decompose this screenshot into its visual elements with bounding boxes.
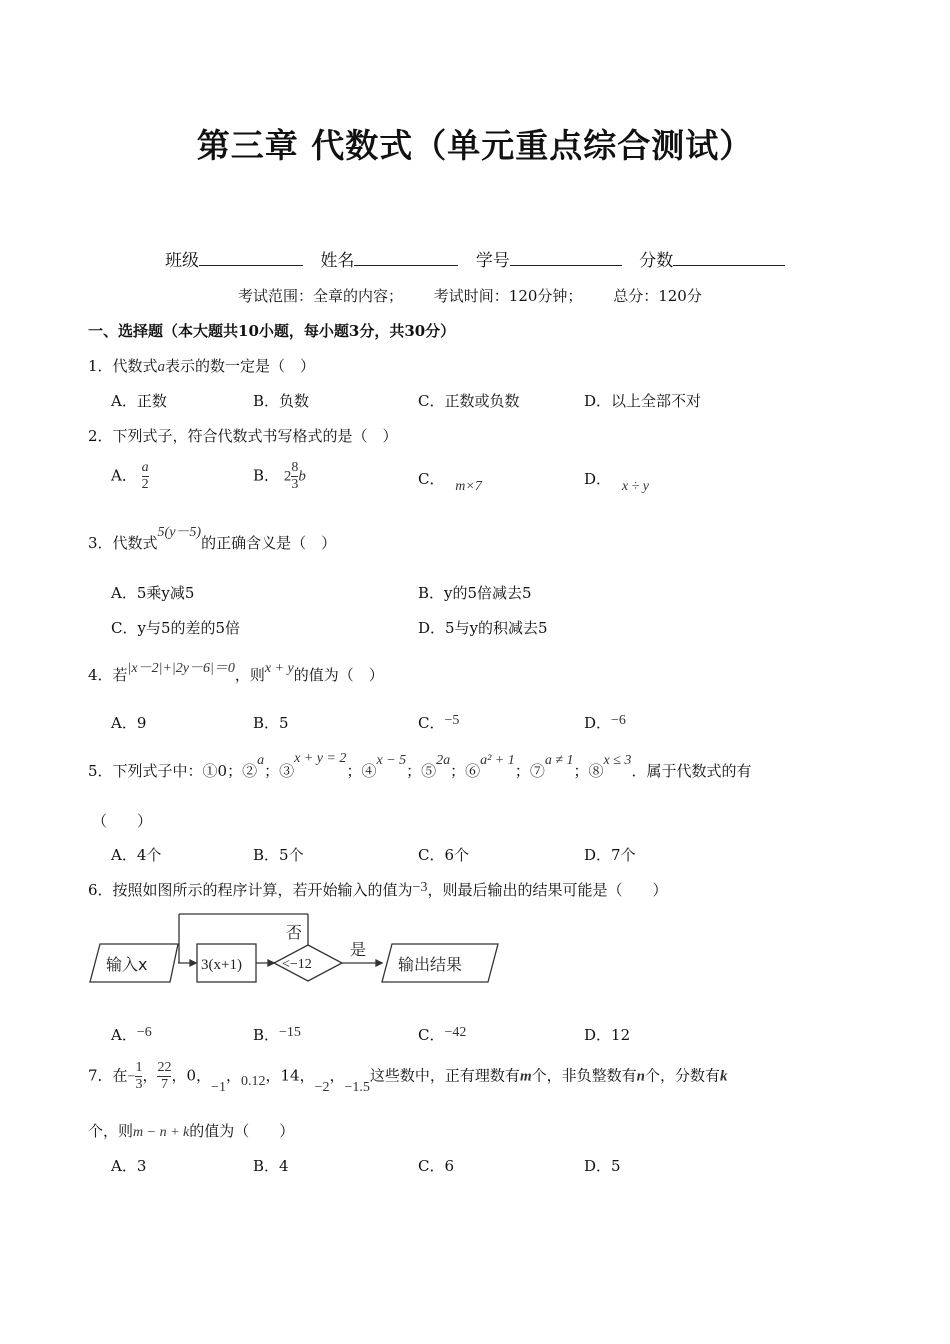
q3-stem-a: 3．代数式	[88, 534, 158, 552]
q1-option-c: C．正数或负数	[418, 392, 520, 410]
exam-meta	[238, 285, 702, 306]
q3-option-a: A．5乘y减5	[111, 584, 195, 602]
q5-tail: ．属于代数式的有	[631, 762, 752, 780]
q7-option-b: B．4	[253, 1157, 289, 1175]
q6-b-val: −15	[279, 1025, 301, 1040]
q7-f1-den: 3	[135, 1077, 143, 1092]
q7-option-d: D．5	[584, 1157, 621, 1175]
q2-d-label: D．	[584, 470, 612, 488]
q5-option-b: B．5个	[253, 846, 304, 864]
q5-e7: a ≠ 1	[544, 753, 574, 768]
q5-e3: x + y = 2	[294, 751, 347, 766]
q5-s4: ；④	[346, 762, 377, 780]
q6-flowchart	[86, 908, 506, 990]
q6-c-val: −42	[444, 1025, 467, 1040]
q6-val: −3	[412, 880, 428, 895]
q2-b-label: B．	[253, 466, 280, 485]
q3-option-d: D．5与y的积减去5	[418, 619, 548, 637]
q7-line2-a: 个，则	[88, 1122, 134, 1140]
class-blank	[199, 251, 303, 266]
q5-e6: a² + 1	[480, 753, 515, 768]
q7-comma-3: ，	[196, 1066, 212, 1085]
q1-var: a	[157, 359, 166, 375]
q7-n5: −1.5	[344, 1079, 370, 1095]
q4-cond: |x－2|+|2y－6|＝0	[127, 661, 235, 676]
q6-c-label: C．	[418, 1026, 445, 1044]
q6-b-label: B．	[253, 1026, 280, 1044]
q7-comma-1: ，	[142, 1066, 158, 1085]
question-7	[88, 1060, 727, 1093]
score-blank	[673, 251, 785, 266]
q4-option-d	[584, 712, 626, 733]
question-5	[88, 751, 752, 781]
page-title: 第三章 代数式（单元重点综合测试）	[196, 126, 754, 165]
q7-n2: 0.12	[240, 1073, 266, 1089]
flow-arrowhead-1	[190, 960, 196, 966]
q7-stem-a: 7．在	[88, 1066, 128, 1085]
flow-arrowhead-3	[376, 960, 382, 966]
q2-b-var: b	[298, 468, 306, 485]
q7-n3: 14	[280, 1066, 300, 1085]
flow-calc-text: 3(x+1)	[201, 957, 242, 973]
q5-paren: （ ）	[92, 812, 153, 830]
q7-n: n	[636, 1068, 645, 1085]
q5-option-c: C．6个	[418, 846, 470, 864]
q2-a-label: A．	[111, 466, 137, 485]
q7-expr: m − n + k	[133, 1125, 190, 1140]
q1-option-d: D．以上全部不对	[584, 392, 702, 410]
q7-option-c: C．6	[418, 1157, 455, 1175]
q5-stem: 5．下列式子中：①0；②	[88, 762, 258, 780]
name-label: 姓名	[320, 251, 355, 271]
q7-comma-6: ，	[299, 1066, 315, 1085]
flow-cond-text: <−12	[282, 957, 312, 972]
q5-s3: ；③	[264, 762, 295, 780]
q4-d-label: D．	[584, 714, 612, 732]
q4-stem-b: ，则	[234, 666, 265, 684]
q7-n1: −1	[211, 1079, 226, 1095]
q2-option-d	[584, 470, 649, 495]
q6-option-b	[253, 1024, 301, 1045]
q7-m: m	[519, 1068, 532, 1085]
q5-e2: a	[257, 753, 265, 768]
q7-f1-num: 1	[135, 1060, 143, 1075]
q6-a-val: −6	[136, 1025, 152, 1040]
q4-stem-c: 的值为（ ）	[293, 666, 384, 684]
q7-line2-b: 的值为（ ）	[189, 1122, 295, 1140]
q5-s7: ；⑦	[514, 762, 545, 780]
id-label: 学号	[475, 251, 510, 271]
student-info-line	[165, 246, 797, 271]
q5-s8: ；⑧	[573, 762, 604, 780]
exam-scope: 考试范围：全章的内容；	[238, 287, 404, 305]
flow-yes-text: 是	[350, 940, 367, 959]
q7-k: k	[719, 1068, 728, 1085]
q2-b-den: 3	[291, 477, 299, 492]
name-blank	[354, 251, 458, 266]
q2-c-label: C．	[418, 470, 445, 488]
q2-a-num: a	[141, 460, 149, 475]
q6-option-a	[111, 1024, 152, 1045]
q4-option-b: B．5	[253, 714, 289, 732]
q6-a-label: A．	[111, 1026, 137, 1044]
exam-time: 考试时间：120分钟；	[433, 287, 583, 305]
q3-option-c: C．y与5的差的5倍	[111, 619, 241, 637]
q3-expr: 5(y－5)	[157, 525, 202, 540]
q1-option-b: B．负数	[253, 392, 310, 410]
q7-comma-7: ，	[329, 1066, 345, 1085]
q7-f2-num: 22	[157, 1060, 172, 1075]
q2-a-fraction	[142, 460, 149, 493]
q2-b-whole: 2	[283, 468, 292, 485]
question-1	[88, 355, 315, 376]
q4-c-val: −5	[444, 713, 460, 728]
exam-total: 总分：120分	[613, 287, 702, 305]
score-label: 分数	[639, 251, 674, 271]
q2-option-b	[253, 460, 306, 493]
q1-stem-b: 表示的数一定是（ ）	[165, 357, 316, 375]
question-3	[88, 525, 337, 553]
q5-e4: x − 5	[376, 753, 407, 768]
q2-a-den: 2	[141, 477, 149, 492]
section-heading: 一、选择题（本大题共10小题，每小题3分，共30分）	[88, 322, 456, 340]
q7-zero: 0	[186, 1066, 197, 1085]
q5-e5: 2a	[436, 753, 451, 768]
q4-stem-a: 4．若	[88, 666, 128, 684]
q2-option-c	[418, 470, 482, 495]
q3-stem-b: 的正确含义是（ ）	[201, 534, 337, 552]
id-blank	[510, 251, 622, 266]
q1-option-a: A．正数	[111, 392, 167, 410]
class-label: 班级	[165, 251, 199, 271]
q2-b-num: 8	[291, 460, 299, 475]
question-4	[88, 661, 384, 685]
q4-option-c	[418, 712, 459, 733]
q5-option-d: D．7个	[584, 846, 636, 864]
q1-stem-a: 1．代数式	[88, 357, 158, 375]
q7-n4: −2	[314, 1079, 330, 1095]
q3-option-b: B．y的5倍减去5	[418, 584, 532, 602]
q7-f1-sign: −	[127, 1069, 136, 1085]
q4-c-label: C．	[418, 714, 445, 732]
q5-option-a: A．4个	[111, 846, 162, 864]
q2-c-expr: m×7	[455, 479, 482, 494]
q7-comma-5: ，	[265, 1066, 281, 1085]
q7-option-a: A．3	[111, 1157, 147, 1175]
q6-option-c	[418, 1024, 466, 1045]
q6-stem-a: 6．按照如图所示的程序计算，若开始输入的值为	[88, 881, 413, 899]
q5-e8: x ≤ 3	[603, 753, 632, 768]
q7-f2-den: 7	[160, 1077, 168, 1092]
q2-d-expr: x ÷ y	[621, 479, 649, 494]
q7-comma-4: ，	[225, 1066, 241, 1085]
flow-input-text: 输入x	[106, 955, 148, 974]
q5-s6: ；⑥	[450, 762, 481, 780]
question-6	[88, 879, 667, 900]
q7-stem-d: 个，分数有	[644, 1066, 720, 1085]
q7-stem-b: 这些数中，正有理数有	[369, 1066, 520, 1085]
flow-output-text: 输出结果	[398, 955, 463, 974]
q7-comma-2: ，	[171, 1066, 187, 1085]
q4-expr: x + y	[264, 661, 294, 676]
q5-s5: ；⑤	[406, 762, 437, 780]
flow-no-text: 否	[286, 923, 303, 942]
q7-stem-c: 个，非负整数有	[531, 1066, 637, 1085]
q2-option-a	[111, 460, 149, 493]
q4-option-a: A．9	[111, 714, 147, 732]
q4-d-val: −6	[611, 713, 626, 728]
question-2: 2．下列式子，符合代数式书写格式的是（ ）	[88, 427, 398, 445]
q7-fraction-2	[157, 1060, 171, 1093]
question-7-line-2	[88, 1120, 294, 1141]
q6-option-d: D．12	[584, 1026, 631, 1044]
q6-stem-b: ，则最后输出的结果可能是（ ）	[427, 881, 668, 899]
